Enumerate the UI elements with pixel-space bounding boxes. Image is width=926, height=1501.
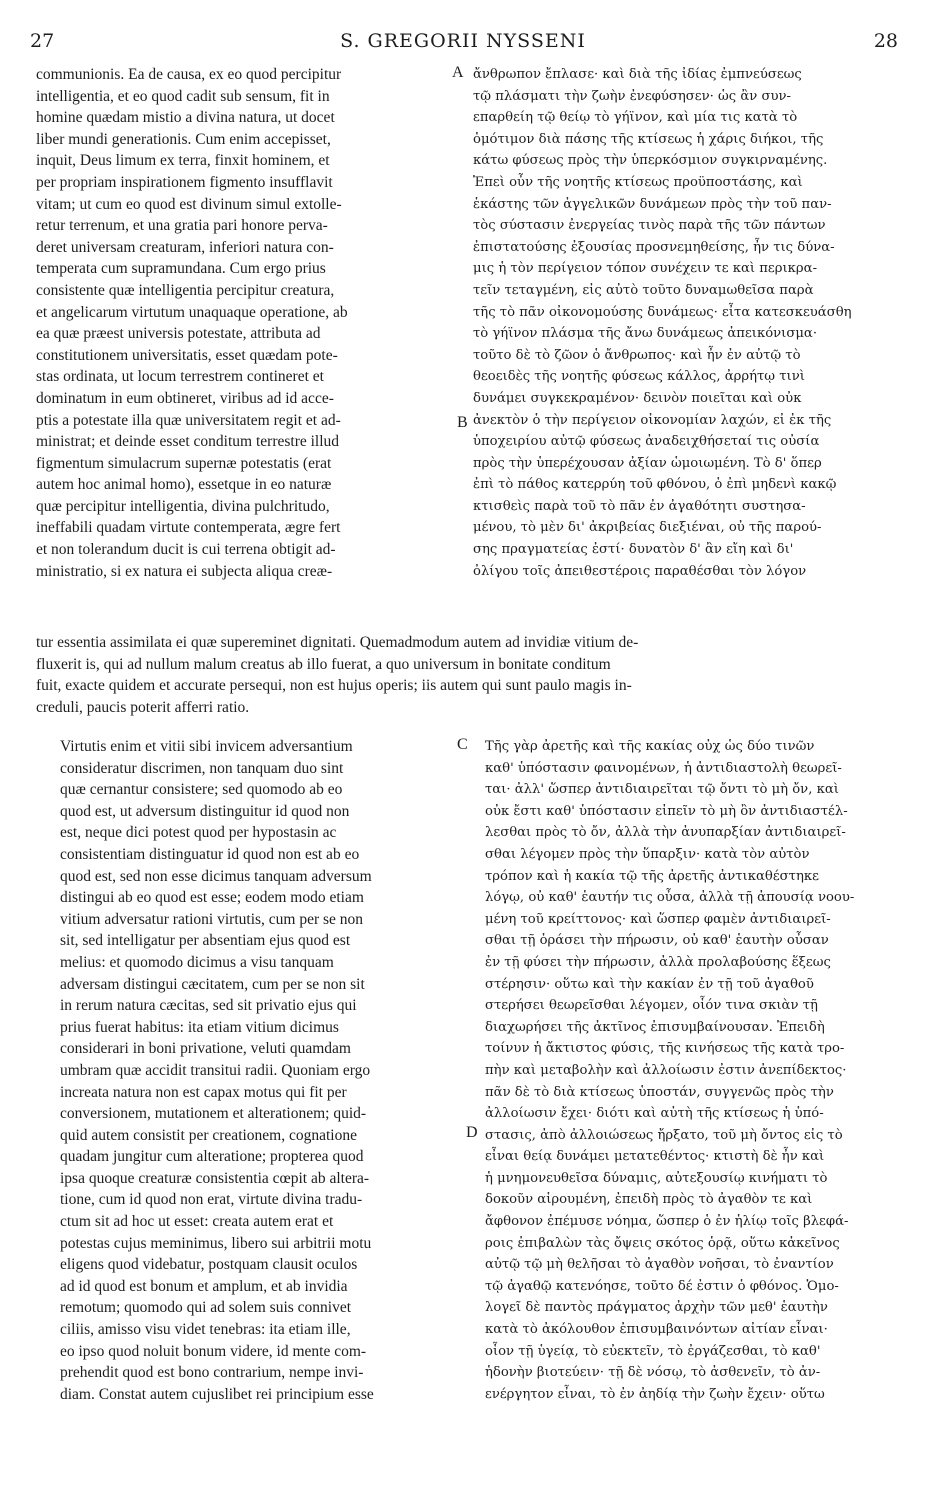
text-line: diam. Constat autem cujuslibet rei principium esse (60, 1385, 374, 1403)
text-line: ται· ἀλλ' ὥσπερ ἀντιδιαιρεῖται τῷ ὄντι τὸ μὴ ὄν, καὶ (485, 782, 839, 798)
text-line: μις ἡ τὸν περίγειον τόπον συνέχειν τε καὶ περικρα- (473, 261, 818, 277)
text-line: ἐπὶ τὸ πάθος κατερρύη τοῦ φθόνου, ὁ ἐπὶ μηδενὶ κακῷ (473, 477, 837, 493)
text-line: ἀλλοίωσιν ἔχει· διότι καὶ αὐτὴ τῆς κτίσεως ἡ ὑπό- (485, 1106, 824, 1122)
text-line: ἄνθρωπον ἔπλασε· καὶ διὰ τῆς ἰδίας ἐμπνεύσεως (473, 67, 802, 82)
text-line: quod est, ut adversum distinguitur id quod non (60, 802, 350, 820)
text-line: prius fuerat habitus: ita etiam vitium dicimus (60, 1018, 339, 1036)
text-line: melius: et quomodo dicimus a visu tanquam (60, 953, 334, 971)
text-line: τῆς τὸ πᾶν οἰκονομούσης δυνάμεως· εἶτα κατεσκευάσθη (473, 304, 852, 320)
text-line: ενέργητον εἶναι, τὸ ἐν ἀηδίᾳ τὴν ζωὴν ἔχειν· οὕτω (485, 1386, 825, 1402)
text-line: liber mundi generationis. Cum enim accepisset, (36, 130, 331, 148)
text-line: κάτω φύσεως πρὸς τὴν ὑπερκόσμιον συγκιρναμένης. (473, 153, 828, 169)
text-line: εἶναι θείᾳ δυνάμει μετατεθέντος· κτιστὴ δὲ ἦν καὶ (485, 1149, 825, 1165)
text-line: τοῦτο δὲ τὸ ζῶον ὁ ἄνθρωπος· καὶ ἦν ἐν αὐτῷ τὸ (473, 347, 801, 363)
text-line: ὑποχειρίου αὐτῷ φύσεως ἀναδειχθήσεταί τις οὐσία (473, 434, 820, 450)
text-line: τῷ πλάσματι τὴν ζωὴν ἐνεφύσησεν· ὡς ἂν συν- (473, 88, 791, 104)
text-line: fluxerit is, qui ad nullum malum creatus ab illo fuerat, a quo universum in bonitate conditum (36, 655, 611, 673)
text-line: μένη τοῦ κρείττονος· καὶ ὥσπερ φαμὲν ἀντιδιαιρεῖ- (485, 911, 831, 927)
text-line: communionis. Ea de causa, ex eo quod percipitur (36, 66, 342, 83)
text-line: remotum; quomodo qui ad solem suis connivet (60, 1299, 352, 1317)
text-line: consistentiam distinguatur id quod non est ab eo (60, 845, 360, 863)
text-line: homine quædam mistio a divina natura, ut docet (36, 109, 335, 127)
text-line: δυνάμει συγκεκραμένον· δεινὸν ποιεῖται καὶ οὐκ (473, 390, 802, 406)
text-line: tione, cum id quod non erat, virtute divina tradu- (60, 1191, 363, 1209)
text-line: Ἐπεὶ οὖν τῆς νοητῆς κτίσεως προϋποστάσης, καὶ (473, 174, 803, 190)
text-line: ptis a potestate illa quæ universitatem regit et ad- (36, 411, 341, 429)
text-line: et angelicarum virtutum unaquaque operatione, ab (36, 303, 348, 321)
text-line: τρόπον καὶ ἡ κακία τῷ τῆς ἀρετῆς ἀντικαθέστηκε (485, 868, 819, 884)
text-line: λόγῳ, οὐ καθ' ἑαυτήν τις οὖσα, ἀλλὰ τῇ ἀπουσίᾳ νοου- (485, 890, 855, 906)
margin-marker-c: C (457, 736, 468, 753)
text-line: quæ cernantur consistere; sed quomodo ab eo (60, 781, 343, 799)
text-line: ἐπιστατούσης ἐξουσίας προσνεμηθείσης, ἦν τις δύνα- (473, 239, 835, 255)
text-line: λεσθαι πρὸς τὸ ὄν, ἀλλὰ τὴν ἀνυπαρξίαν ἀντιδιαιρεῖ- (485, 825, 846, 841)
text-line: retur terrenum, et una gratia pari honore perva- (36, 217, 328, 235)
text-line: τὸς σύστασιν ἐνεργείας τινὸς παρὰ τῆς τῶν πάντων (473, 218, 826, 234)
text-line: in rerum natura cæcitas, sed sit privatio ejus qui (60, 997, 357, 1015)
text-line: ctum sit ad hoc ut esset: creata autem erat et (60, 1213, 334, 1231)
text-line: πρὸς τὴν ὑπερέχουσαν ἀξίαν ὡμοιωμένη. Τὸ δ' ὅπερ (473, 455, 822, 471)
text-line: στέρησιν· οὕτω καὶ τὴν κακίαν ἐν τῇ τοῦ ἀγαθοῦ (485, 976, 814, 992)
text-line: quod est, sed non esse dicimus tanquam adversum (60, 867, 372, 885)
text-line: quadam jungitur cum alteratione; propterea quod (60, 1148, 364, 1166)
text-line: constitutionem universitatis, esset quædam pote- (36, 346, 338, 364)
text-line: conversionem, mutationem et alterationem; quid- (60, 1105, 367, 1123)
text-line: ineffabili quadam virtute contemperata, ægre fert (36, 519, 341, 537)
text-line: quæ percipitur intelligentia, divina pulchritudo, (36, 497, 330, 515)
text-line: deret universam creaturam, inferiori natura con- (36, 238, 334, 256)
text-line: Virtutis enim et vitii sibi invicem adversantium (60, 738, 353, 755)
text-line: prehendit quod est bono contrarium, nempe invi- (60, 1364, 364, 1382)
text-line: Τῆς γὰρ ἀρετῆς καὶ τῆς κακίας οὐχ ὡς δύο τινῶν (485, 739, 815, 754)
text-line: considerari in boni privatione, veluti quamdam (60, 1040, 351, 1058)
text-line: fuit, exacte quidem et accurate persequi, non est hujus operis; iis autem qui sunt paulo magis in- (36, 677, 632, 695)
text-line: τῷ ἀγαθῷ κατενόησε, τοῦτο δέ ἐστιν ὁ φθόνος. Ὁμο- (485, 1278, 839, 1294)
greek-column-lower (485, 736, 854, 1405)
text-line: θεοειδὲς τῆς νοητῆς φύσεως κάλλος, ἀρρήτῳ τινὶ (473, 369, 805, 385)
full-width-paragraph (36, 632, 638, 718)
text-line: ipsa quoque creaturæ consistentia cœpit ab altera- (60, 1169, 370, 1187)
text-line: οὐκ ἔστι καθ' ὑπόστασιν εἰπεῖν τὸ μὴ ὂν ἀντιδιαστέλ- (485, 803, 848, 819)
text-line: δοκοῦν αἱρουμένη, ἐπειδὴ πρὸς τὸ ἀγαθὸν τε καὶ (485, 1192, 813, 1208)
text-line: consideratur discrimen, non tanquam duo sint (60, 759, 344, 777)
text-line: creduli, paucis poterit afferri ratio. (36, 698, 250, 716)
text-line: αὐτῷ τῷ μὴ θελῆσαι τὸ ἀγαθὸν νοῆσαι, τὸ ἐναντίον (485, 1257, 834, 1273)
text-line: tur essentia assimilata ei quæ supereminet dignitati. Quemadmodum autem ad invidiæ vitium de- (36, 634, 639, 651)
text-line: ὀλίγου τοῖς ἀπειθεστέροις παραθέσθαι τὸν λόγον (473, 563, 807, 579)
text-line: dominatum in eum obtineret, viribus ad id acce- (36, 389, 334, 407)
text-line: potestas cujus meminimus, libero sui arbitrii motu (60, 1234, 372, 1252)
text-line: autem hoc animal homo), essetque in eo naturæ (36, 476, 332, 494)
text-line: σης πραγματείας ἐστί· δυνατὸν δ' ἂν εἴη καὶ δι' (473, 542, 794, 558)
text-line: inquit, Deus limum ex terra, finxit hominem, et (36, 152, 330, 170)
text-line: ad id quod est bonum et amplum, et ab invidia (60, 1277, 348, 1295)
text-line: ministrat; et deinde esset conditum terrestre illud (36, 433, 340, 451)
text-line: σθαι λέγομεν πρὸς τὴν ὕπαρξιν· κατὰ τὸν αὐτὸν (485, 846, 810, 862)
text-line: et non tolerandum ducit is cui terrena obtigit ad- (36, 541, 336, 559)
text-line: ἡδονὴν βιοτεύειν· τῇ δὲ νόσῳ, τὸ ἀσθενεῖν, τὸ ἀν- (485, 1365, 821, 1381)
margin-marker-b: B (457, 414, 468, 431)
left-page-number: 27 (30, 30, 55, 52)
text-line: τοίνυν ἡ ἄκτιστος φύσις, τῆς κινήσεως τῆς κατὰ τρο- (485, 1041, 845, 1057)
text-line: est, neque dici potest quod per hypostasin ac (60, 824, 337, 842)
text-line: vitam; ut cum eo quod est divinum simul extolle- (36, 195, 342, 213)
text-line: επαρθείη τῷ θείῳ τὸ γήϊνον, καὶ μία τις κατὰ τὸ (473, 110, 798, 126)
text-line: adversam distingui cæcitatem, cum per se non sit (60, 975, 365, 993)
text-line: consistente quæ intelligentia percipitur creatura, (36, 281, 335, 299)
text-line: figmentum simulacrum supernæ potestatis (erat (36, 454, 332, 472)
right-page-number: 28 (873, 30, 898, 52)
text-line: sit, sed intelligatur per absentiam ejus quod est (60, 932, 351, 950)
text-line: ministratio, si ex natura ei subjecta aliqua creæ- (36, 562, 333, 580)
text-line: κτισθεὶς παρὰ τοῦ τὸ πᾶν ἐν ἀγαθότητι συστησα- (473, 498, 806, 514)
text-line: πᾶν δὲ τὸ διὰ κτίσεως ὑποστάν, συγγενῶς πρὸς τὴν (485, 1084, 834, 1100)
text-line: τεῖν τεταγμένη, εἰς αὐτὸ τοῦτο δυναμωθεῖσα παρὰ (473, 282, 814, 298)
text-line: increata natura non est capax motus qui fit per (60, 1083, 347, 1101)
text-line: σθαι τῇ ὁράσει τὴν πήρωσιν, οὐ καθ' ἑαυτὴν οὖσαν (485, 933, 829, 949)
text-line: eligens quod videbatur, postquam clausit oculos (60, 1256, 358, 1274)
text-line: temperata cum supramundana. Cum ergo prius (36, 260, 326, 278)
text-line: umbram quæ accidit transitui radii. Quoniam ergo (60, 1061, 371, 1079)
margin-marker-a: A (452, 64, 464, 81)
text-line: καθ' ὑπόστασιν φαινομένων, ἡ ἀντιδιαστολὴ θεωρεῖ- (485, 760, 842, 776)
running-title: S. GREGORII NYSSENI (340, 30, 586, 52)
text-line: eo ipso quod noluit bonum videre, id mente com- (60, 1342, 367, 1360)
greek-column-upper (473, 64, 852, 582)
text-line: stas ordinata, ut locum terrestrem contineret et (36, 368, 324, 386)
text-line: ciliis, amisso visu videt tenebras: ita etiam ille, (60, 1321, 351, 1339)
text-line: τὸ γήϊνον πλάσμα τῆς ἄνω δυνάμεως ἀπεικόνισμα· (473, 326, 818, 342)
text-line: per propriam inspirationem figmento insufflavit (36, 173, 333, 191)
text-line: intelligentia, et eo quod cadit sub sensum, fit in (36, 87, 330, 105)
text-line: ἄφθονον ἐπέμυσε νόημα, ὥσπερ ὁ ἐν ἡλίῳ τοῖς βλεφά- (485, 1214, 849, 1230)
text-line: στασις, ἀπὸ ἀλλοιώσεως ἤρξατο, τοῦ μὴ ὄντος εἰς τὸ (485, 1127, 843, 1143)
text-line: distingui ab eo quod est esse; eodem modo etiam (60, 889, 364, 907)
text-line: οἷον τῇ ὑγείᾳ, τὸ εὐεκτεῖν, τὸ ἐργάζεσθαι, τὸ καθ' (485, 1343, 821, 1359)
text-line: ἑκάστης τῶν ἀγγελικῶν δυνάμεων πρὸς τὴν τοῦ παν- (473, 196, 832, 212)
text-line: vitium adversatur rationi virtutis, cum per se non (60, 910, 364, 928)
latin-column-lower (60, 736, 374, 1405)
text-line: ἐν τῇ φύσει τὴν πήρωσιν, ἀλλὰ προλαβούσης ἕξεως (485, 954, 831, 970)
text-line: στερήσει θεωρεῖσθαι λέγομεν, οἷόν τινα σκιὰν τῇ (485, 998, 818, 1014)
text-line: ἡ μνημονευθεῖσα δύναμις, αὐτεξουσίῳ κινήματι τὸ (485, 1170, 828, 1186)
latin-column-upper (36, 64, 348, 582)
text-line: κατὰ τὸ ἀκόλουθον ἐπισυμβαινόντων αἰτίαν εἶναι· (485, 1322, 828, 1338)
text-line: quid autem consistit per creationem, cognatione (60, 1126, 357, 1144)
text-line: διαχωρήσει τῆς ἀκτῖνος ἐπισυμβαίνουσαν. Ἐπειδὴ (485, 1019, 825, 1035)
text-line: μένου, τὸ μὲν δι' ἀκριβείας διεξιέναι, οὐ τῆς παρού- (473, 520, 822, 536)
text-line: ὁμότιμον διὰ πάσης τῆς κτίσεως ἡ χάρις διήκοι, τῆς (473, 131, 824, 147)
text-line: πὴν καὶ μεταβολὴν καὶ ἀλλοίωσιν ἐστιν ἀνεπίδεκτος· (485, 1062, 847, 1078)
text-line: ea quæ præest universis potestate, attributa ad (36, 325, 321, 343)
text-line: λογεῖ δὲ παντὸς πράγματος ἀρχὴν τῶν μεθ' ἑαυτὴν (485, 1300, 828, 1316)
text-line: ἀνεκτὸν ὁ τὴν περίγειον οἰκονομίαν λαχών, εἰ ἐκ τῆς (473, 412, 832, 428)
margin-marker-d: D (466, 1124, 478, 1141)
text-line: ροις ἐπιβαλὼν τὰς ὄψεις σκότος ὁρᾷ, οὕτω κἀκεῖνος (485, 1235, 840, 1251)
